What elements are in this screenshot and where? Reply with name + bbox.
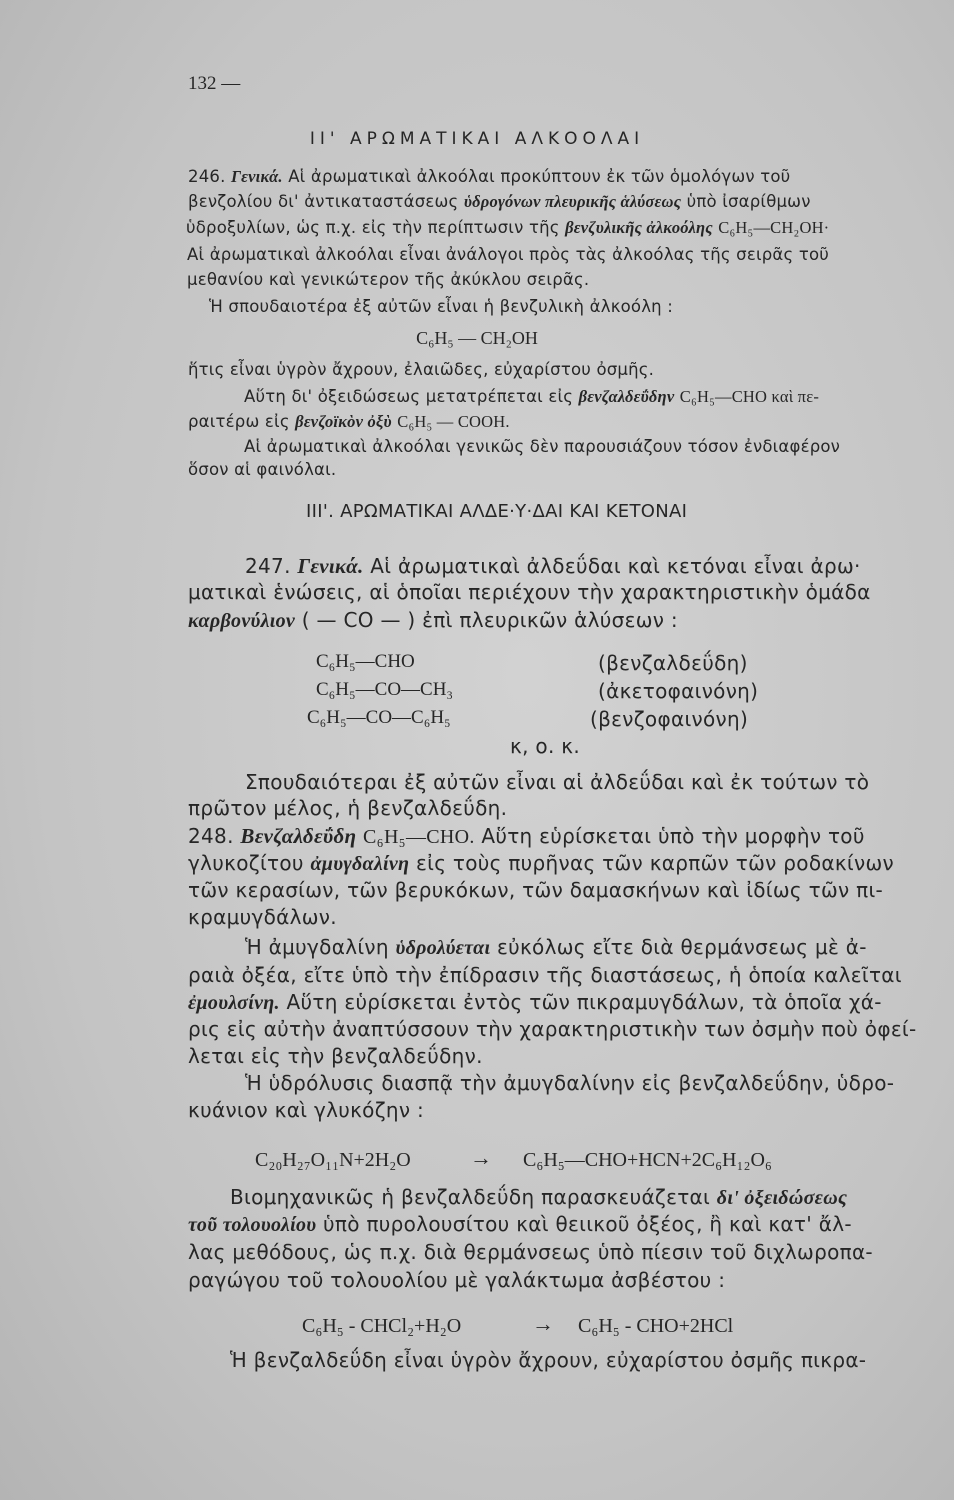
- p246-line-3-italic: βενζυλικῆς ἀλκοόλης: [565, 218, 713, 237]
- p246-line-11: ὅσον αἱ φαινόλαι.: [188, 460, 337, 479]
- p246-line-4: Αἱ ἀρωματικαὶ ἀλκοόλαι εἶναι ἀνάλογοι πρὸς τὰς ἀλκοόλας τῆς σειρᾶς τοῦ: [187, 245, 829, 264]
- p247-line-4: Σπουδαιότεραι ἐξ αὐτῶν εἶναι αἱ ἀλδεΰδαι καὶ ἐκ τούτων τὸ: [245, 770, 870, 794]
- p246-line-8-text: Αὕτη δι' ὀξειδώσεως μετατρέπεται εἰς: [244, 387, 574, 406]
- p246-line-2: [188, 190, 811, 214]
- p246-line-9-italic: βενζοϊκὸν ὀξὺ: [295, 412, 392, 431]
- p246-line-8: [244, 385, 819, 409]
- page-number: 132 —: [188, 73, 241, 94]
- p248-formula: C₆H₅—CHO.: [363, 826, 475, 848]
- p246-line-3-text: ὑδροξυλίων, ὡς π.χ. εἰς τὴν περίπτωσιν τῆς: [186, 218, 560, 237]
- p248-line-12-italic: δι' ὀξειδώσεως: [716, 1187, 848, 1209]
- p246-line-8-italic: βενζαλδεΰδην: [578, 387, 675, 406]
- section-ii-title: II' ΑΡΩΜΑΤΙΚΑΙ ΑΛΚΟΟΛΑΙ: [309, 129, 645, 149]
- p248-line-1: [188, 824, 865, 849]
- p248-line-2-end: εἰς τοὺς πυρῆνας τῶν καρπῶν τῶν ροδακίνων: [416, 851, 894, 875]
- p248-line-1-text: Αὕτη εὑρίσκεται ὑπὸ τὴν μορφὴν τοῦ: [481, 824, 865, 848]
- p248-line-4: κραμυγδάλων.: [188, 905, 337, 929]
- p248-line-12: [230, 1185, 847, 1210]
- p248-line-2-text: γλυκοζίτου: [188, 851, 304, 875]
- p248-line-2: [188, 851, 894, 876]
- p248-line-6: ραιὰ ὀξέα, εἴτε ὑπὸ τὴν ἐπίδρασιν τῆς διαστάσεως, ἡ ὁποία καλεῖται: [188, 963, 902, 987]
- p248-line-5-end: εὐκόλως εἴτε διὰ θερμάνσεως μὲ ἀ-: [496, 935, 867, 959]
- p248-line-7-text: Αὕτη εὑρίσκεται ἐντὸς τῶν πικραμυγδάλων, τὰ ὁποῖα χά-: [286, 990, 882, 1014]
- p248-line-7: [188, 990, 882, 1015]
- p248-line-15: ραγώγου τοῦ τολουολίου μὲ γαλάκτωμα ἀσβέστου :: [188, 1268, 726, 1292]
- p247-line-1: [245, 554, 861, 578]
- p248-line-5-italic: ὑδρολύεται: [395, 937, 491, 959]
- p247-line-1-text: Αἱ ἀρωματικαὶ ἀλδεΰδαι καὶ κετόναι εἶναι ἀρω·: [370, 554, 861, 578]
- p246-line-9-text: ραιτέρω εἰς: [188, 412, 290, 431]
- p246-line-9-formula: C₆H₅ — COOH.: [397, 412, 510, 431]
- p248-number: 248.: [188, 824, 234, 848]
- formula-benzophenone: C₆H₅—CO—C₆H₅: [307, 707, 451, 728]
- p248-line-13: [188, 1212, 852, 1237]
- p247-line-3: [188, 608, 678, 633]
- name-benzophenone: (βενζοφαινόνη): [590, 707, 749, 731]
- p246-line-2-text: βενζολίου δι' ἀντικαταστάσεως: [188, 192, 459, 211]
- p246-line-1-text: Αἱ ἀρωματικαὶ ἀλκοόλαι προκύπτουν ἐκ τῶν ὁμολόγων τοῦ: [288, 167, 791, 186]
- p247-ko: κ, ο. κ.: [510, 734, 580, 758]
- p247-heading: Γενικά.: [297, 554, 364, 578]
- p246-line-10: Αἱ ἀρωματικαὶ ἀλκοόλαι γενικῶς δὲν παρουσιάζουν τόσον ἐνδιαφέρον: [244, 437, 841, 456]
- p247-line-5: πρῶτον μέλος, ἡ βενζαλδεΰδη.: [188, 796, 508, 820]
- formula-benzaldehyde: C₆H₅—CHO: [316, 651, 415, 672]
- p246-line-6: Ἡ σπουδαιοτέρα ἐξ αὐτῶν εἶναι ἡ βενζυλικὴ ἀλκοόλη :: [209, 297, 674, 316]
- p247-line-2: ματικαὶ ἑνώσεις, αἱ ὁποῖαι περιέχουν τὴν χαρακτηριστικὴν ὁμάδα: [188, 580, 871, 604]
- formula-acetophenone: C₆H₅—CO—CH₃: [316, 679, 454, 700]
- p248-line-10: Ἡ ὑδρόλυσις διασπᾷ τὴν ἀμυγδαλίνην εἰς βενζαλδεΰδην, ὑδρο-: [245, 1071, 895, 1095]
- p248-line-5-text: Ἡ ἀμυγδαλίνη: [245, 935, 389, 959]
- p248-line-13-text: ὑπὸ πυρολουσίτου καὶ θειικοῦ ὀξέος, ἢ καὶ κατ' ἄλ-: [323, 1212, 852, 1236]
- p248-line-7-italic: ἐμουλσίνη.: [188, 992, 280, 1014]
- p246-line-7: ἥτις εἶναι ὑγρὸν ἄχρουν, ἐλαιῶδες, εὐχαρίστου ὀσμῆς.: [188, 360, 655, 379]
- p246-formula: C₆H₅ — CH₂OH: [416, 328, 538, 348]
- eq2-left: C₆H₅ - CHCl₂+H₂O: [302, 1315, 462, 1337]
- p247-number: 247.: [245, 554, 291, 578]
- eq2-arrow: →: [532, 1311, 554, 1336]
- p246-line-2-end: ὑπὸ ἰσαρίθμων: [686, 192, 811, 211]
- p248-line-11: κυάνιον καὶ γλυκόζην :: [188, 1098, 425, 1122]
- p246-line-5: μεθανίου καὶ γενικώτερον τῆς ἀκύκλου σειρᾶς.: [187, 270, 590, 289]
- p246-line-8-end: C₆H₅—CHO καὶ πε-: [679, 387, 820, 406]
- p246-line-3: [186, 216, 829, 240]
- p248-line-16: Ἡ βενζαλδεΰδη εἶναι ὑγρὸν ἄχρουν, εὐχαρίστου ὀσμῆς πικρα-: [230, 1348, 867, 1372]
- p248-line-8: ρις εἰς αὐτὴν ἀναπτύσσουν τὴν χαρακτηριστικὴν των ὀσμὴν ποὺ ὀφεί-: [188, 1017, 917, 1041]
- section-iii-title: III'. ΑΡΩΜΑΤΙΚΑΙ ΑΛΔΕ·Υ·ΔΑΙ ΚΑΙ ΚΕΤΟΝΑΙ: [306, 501, 688, 522]
- p247-line-3-text: ( — CO — ) ἐπὶ πλευρικῶν ἁλύσεων :: [301, 608, 678, 632]
- p246-line-1: [188, 165, 790, 189]
- name-benzaldehyde: (βενζαλδεΰδη): [598, 651, 748, 675]
- name-acetophenone: (ἀκετοφαινόνη): [598, 679, 759, 703]
- p246-line-3-formula: C₆H₅—CH₂OH·: [718, 218, 830, 237]
- p248-line-3: τῶν κερασίων, τῶν βερυκόκων, τῶν δαμασκήνων καὶ ἰδίως τῶν πι-: [188, 878, 884, 902]
- p248-heading: Βενζαλδεΰδη: [240, 824, 357, 848]
- eq2-right: C₆H₅ - CHO+2HCl: [578, 1315, 734, 1337]
- eq1-left: C₂₀H₂₇O₁₁N+2H₂O: [255, 1149, 411, 1171]
- p246-number: 246.: [188, 167, 226, 186]
- p248-line-2-italic: ἀμυγδαλίνη: [310, 853, 410, 875]
- p246-heading: Γενικά.: [231, 167, 283, 186]
- p246-line-2-italic: ὑδρογόνων πλευρικῆς ἁλύσεως: [463, 192, 682, 211]
- p246-line-9: [188, 410, 510, 434]
- p248-line-12-text: Βιομηχανικῶς ἡ βενζαλδεΰδη παρασκευάζεται: [230, 1185, 711, 1209]
- p248-line-13-italic: τοῦ τολουολίου: [188, 1214, 317, 1236]
- p248-line-5: [245, 935, 867, 960]
- p248-line-9: λεται εἰς τὴν βενζαλδεΰδην.: [188, 1044, 483, 1068]
- eq1-arrow: →: [470, 1145, 492, 1170]
- p248-line-14: λας μεθόδους, ὡς π.χ. διὰ θερμάνσεως ὑπὸ πίεσιν τοῦ διχλωροπα-: [188, 1240, 873, 1264]
- p247-line-3-italic: καρβονύλιον: [188, 610, 296, 632]
- eq1-right: C₆H₅—CHO+HCN+2C₆H₁₂O₆: [523, 1149, 772, 1171]
